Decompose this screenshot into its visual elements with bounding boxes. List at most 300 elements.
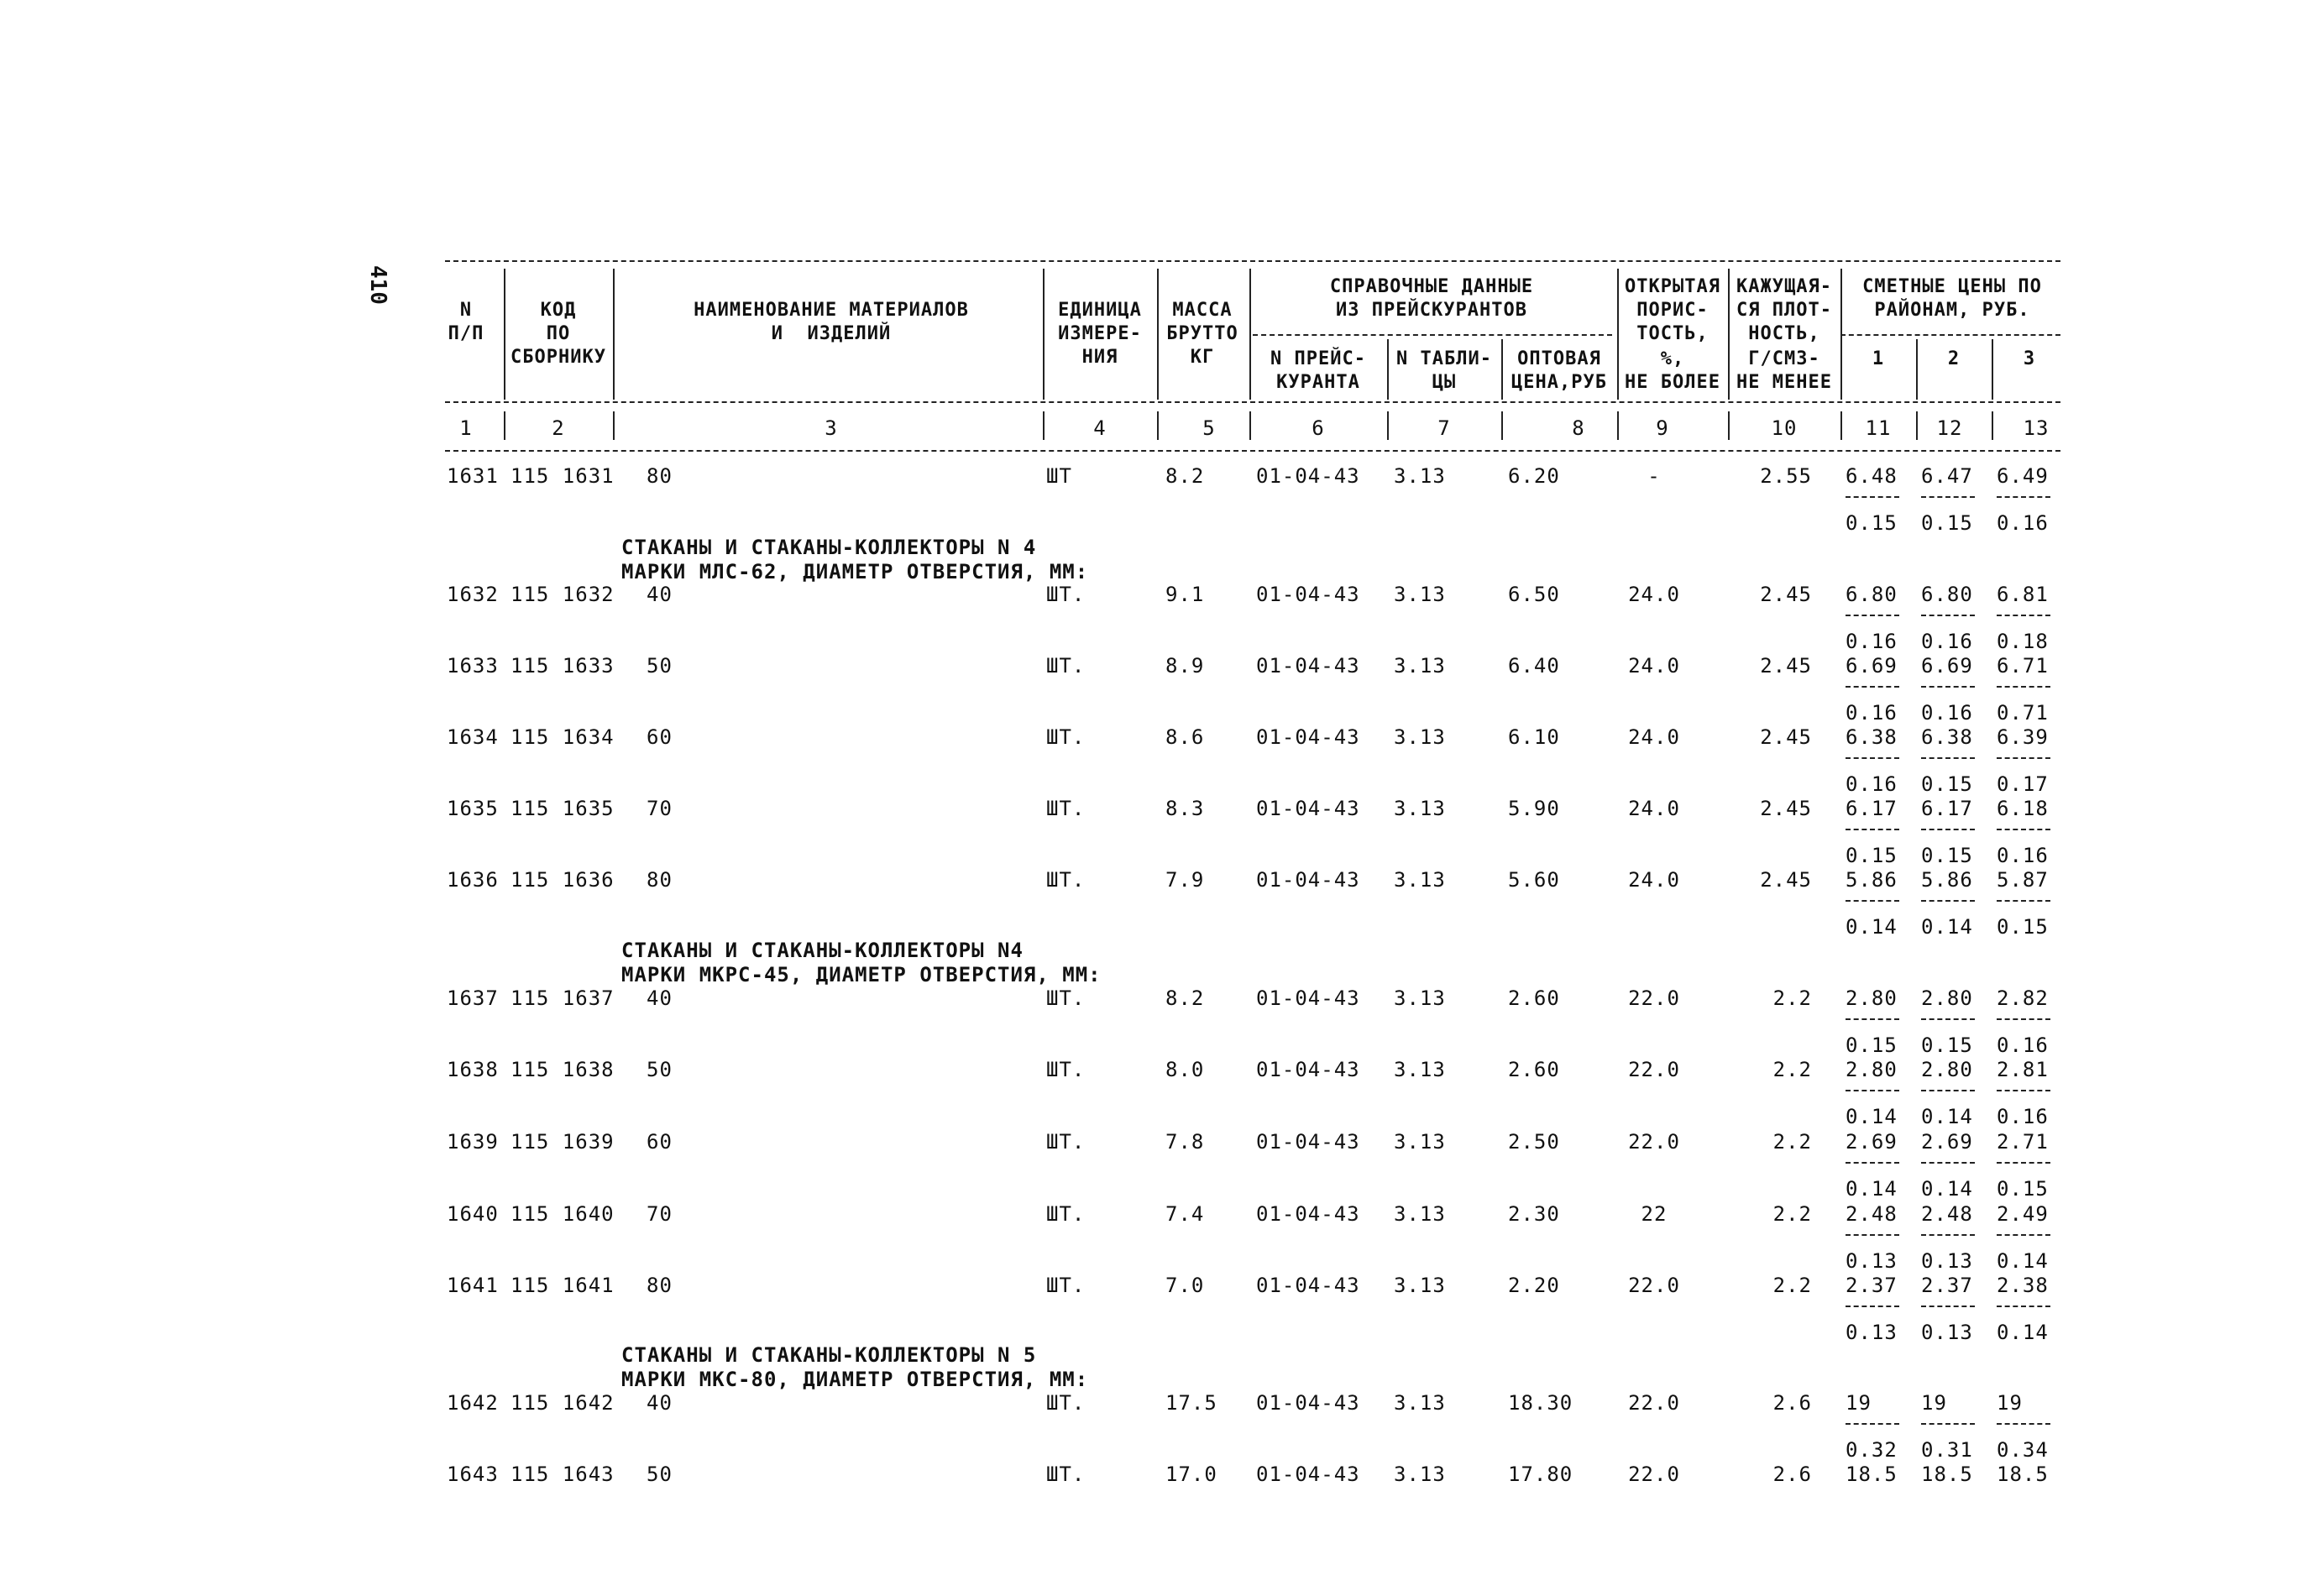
row-transport-cost-region-1: 0.15 — [1846, 511, 1898, 535]
row-porosity: 22 — [1641, 1202, 1668, 1226]
col-num: 10 — [1771, 416, 1798, 440]
row-estimate-price-region-3: 6.18 — [1997, 797, 2049, 820]
col-num: 13 — [2023, 416, 2050, 440]
row-transport-cost-region-3: 0.16 — [1997, 1033, 2049, 1057]
fraction-bar — [1997, 615, 2050, 616]
col-divider — [1249, 269, 1251, 400]
row-mass: 8.3 — [1165, 797, 1205, 820]
hdr-code: КОД — [540, 300, 577, 321]
hdr-code-po: ПО — [546, 323, 571, 344]
row-transport-cost-region-2: 0.14 — [1921, 1177, 1973, 1201]
fraction-bar — [1846, 686, 1899, 688]
row-name: 70 — [647, 797, 673, 820]
row-estimate-price-region-1: 6.17 — [1846, 797, 1898, 820]
row-pricelist: 01-04-43 — [1256, 583, 1360, 606]
row-transport-cost-region-2: 0.15 — [1921, 1033, 1973, 1057]
row-density: 2.45 — [1760, 583, 1812, 606]
num-divider — [504, 411, 505, 440]
row-wholesale-price: 6.40 — [1508, 654, 1560, 678]
col-divider — [1617, 269, 1619, 400]
row-number: 1638 — [447, 1058, 499, 1081]
col-divider — [1728, 269, 1730, 400]
hdr-tab: N ТАБЛИ- — [1396, 348, 1492, 369]
row-density: 2.2 — [1772, 1274, 1812, 1297]
row-estimate-price-region-2: 19 — [1921, 1391, 1947, 1415]
row-table: 3.13 — [1394, 654, 1446, 678]
row-density: 2.45 — [1760, 868, 1812, 892]
row-pricelist: 01-04-43 — [1256, 986, 1360, 1010]
row-name: 80 — [647, 464, 673, 488]
row-wholesale-price: 5.90 — [1508, 797, 1560, 820]
row-transport-cost-region-2: 0.13 — [1921, 1321, 1973, 1344]
row-table: 3.13 — [1394, 1463, 1446, 1486]
row-wholesale-price: 2.50 — [1508, 1130, 1560, 1154]
col-num: 11 — [1865, 416, 1892, 440]
fraction-bar — [1997, 757, 2050, 759]
row-estimate-price-region-2: 2.48 — [1921, 1202, 1973, 1226]
row-table: 3.13 — [1394, 1058, 1446, 1081]
fraction-bar — [1921, 1234, 1975, 1236]
row-number: 1637 — [447, 986, 499, 1010]
page-number: 410 — [365, 265, 390, 305]
row-pricelist: 01-04-43 — [1256, 797, 1360, 820]
col-divider — [504, 269, 505, 400]
row-density: 2.2 — [1772, 1202, 1812, 1226]
row-number: 1641 — [447, 1274, 499, 1297]
fraction-bar — [1846, 1306, 1899, 1307]
hdr-unit-3: НИЯ — [1081, 347, 1118, 368]
row-wholesale-price: 2.20 — [1508, 1274, 1560, 1297]
row-transport-cost-region-3: 0.14 — [1997, 1249, 2049, 1273]
group-caption-line: МАРКИ МКС-80, ДИАМЕТР ОТВЕРСТИЯ, ММ: — [621, 1368, 1089, 1391]
row-unit: ШТ. — [1046, 1463, 1086, 1486]
row-mass: 8.2 — [1165, 464, 1205, 488]
col-num: 4 — [1093, 416, 1107, 440]
row-estimate-price-region-3: 2.49 — [1997, 1202, 2049, 1226]
row-density: 2.45 — [1760, 725, 1812, 749]
fraction-bar — [1921, 900, 1975, 902]
col-num: 6 — [1312, 416, 1325, 440]
num-divider — [1728, 411, 1730, 440]
row-mass: 8.0 — [1165, 1058, 1205, 1081]
fraction-bar — [1846, 1018, 1899, 1020]
hdr-por-5: НЕ БОЛЕЕ — [1625, 372, 1720, 393]
row-density: 2.6 — [1772, 1391, 1812, 1415]
fraction-bar — [1997, 1306, 2050, 1307]
row-unit: ШТ. — [1046, 1058, 1086, 1081]
hdr-unit-2: ИЗМЕРЕ- — [1058, 323, 1142, 344]
row-code: 115 1640 — [510, 1202, 615, 1226]
hdr-price-2: ЦЕНА,РУБ — [1511, 372, 1607, 393]
row-transport-cost-region-1: 0.13 — [1846, 1321, 1898, 1344]
row-estimate-price-region-2: 6.69 — [1921, 654, 1973, 678]
fraction-bar — [1921, 757, 1975, 759]
row-pricelist: 01-04-43 — [1256, 1130, 1360, 1154]
row-transport-cost-region-3: 0.16 — [1997, 844, 2049, 867]
row-estimate-price-region-1: 6.38 — [1846, 725, 1898, 749]
hdr-region-2: 2 — [1947, 348, 1961, 369]
hdr-mass: МАССА — [1172, 300, 1233, 321]
row-estimate-price-region-3: 5.87 — [1997, 868, 2049, 892]
row-transport-cost-region-1: 0.16 — [1846, 701, 1898, 725]
hdr-unit: ЕДИНИЦА — [1058, 300, 1142, 321]
row-mass: 17.5 — [1165, 1391, 1217, 1415]
group-caption-line: СТАКАНЫ И СТАКАНЫ-КОЛЛЕКТОРЫ N 5 — [621, 1343, 1037, 1367]
row-unit: ШТ. — [1046, 583, 1086, 606]
row-mass: 9.1 — [1165, 583, 1205, 606]
fraction-bar — [1846, 1423, 1899, 1425]
row-table: 3.13 — [1394, 868, 1446, 892]
hdr-por-4: %, — [1660, 348, 1685, 369]
row-name: 50 — [647, 1463, 673, 1486]
group-caption — [621, 536, 1088, 584]
row-wholesale-price: 6.10 — [1508, 725, 1560, 749]
row-transport-cost-region-3: 0.14 — [1997, 1321, 2049, 1344]
row-number: 1639 — [447, 1130, 499, 1154]
row-name: 60 — [647, 1130, 673, 1154]
row-porosity: 22.0 — [1628, 1058, 1680, 1081]
hdr-n-pp: П/П — [448, 323, 484, 344]
col-divider — [1916, 339, 1918, 400]
row-name: 40 — [647, 986, 673, 1010]
row-table: 3.13 — [1394, 464, 1446, 488]
row-transport-cost-region-1: 0.13 — [1846, 1249, 1898, 1273]
row-code: 115 1635 — [510, 797, 615, 820]
row-estimate-price-region-1: 18.5 — [1846, 1463, 1898, 1486]
row-estimate-price-region-2: 6.47 — [1921, 464, 1973, 488]
col-num: 9 — [1656, 416, 1669, 440]
row-mass: 17.0 — [1165, 1463, 1217, 1486]
row-estimate-price-region-3: 2.71 — [1997, 1130, 2049, 1154]
col-divider — [1501, 339, 1503, 400]
num-divider — [1387, 411, 1389, 440]
hdr-region-3: 3 — [2023, 348, 2036, 369]
fraction-bar — [1846, 757, 1899, 759]
row-estimate-price-region-3: 6.49 — [1997, 464, 2049, 488]
row-wholesale-price: 17.80 — [1508, 1463, 1573, 1486]
row-transport-cost-region-2: 0.16 — [1921, 630, 1973, 653]
row-name: 40 — [647, 1391, 673, 1415]
row-porosity: 22.0 — [1628, 1463, 1680, 1486]
header-rule — [445, 401, 2060, 403]
group-caption-line: СТАКАНЫ И СТАКАНЫ-КОЛЛЕКТОРЫ N4 — [621, 939, 1024, 962]
row-density: 2.45 — [1760, 797, 1812, 820]
group-caption — [621, 1343, 1088, 1392]
row-number: 1636 — [447, 868, 499, 892]
row-table: 3.13 — [1394, 986, 1446, 1010]
fraction-bar — [1921, 496, 1975, 498]
row-pricelist: 01-04-43 — [1256, 1274, 1360, 1297]
row-wholesale-price: 2.30 — [1508, 1202, 1560, 1226]
row-wholesale-price: 2.60 — [1508, 986, 1560, 1010]
col-num: 5 — [1202, 416, 1216, 440]
row-porosity: 24.0 — [1628, 654, 1680, 678]
row-estimate-price-region-2: 6.80 — [1921, 583, 1973, 606]
row-name: 40 — [647, 583, 673, 606]
row-estimate-price-region-2: 2.37 — [1921, 1274, 1973, 1297]
row-wholesale-price: 2.60 — [1508, 1058, 1560, 1081]
row-transport-cost-region-3: 0.16 — [1997, 1105, 2049, 1128]
row-estimate-price-region-2: 18.5 — [1921, 1463, 1973, 1486]
row-pricelist: 01-04-43 — [1256, 1391, 1360, 1415]
row-code: 115 1638 — [510, 1058, 615, 1081]
row-unit: ШТ. — [1046, 1202, 1086, 1226]
row-number: 1631 — [447, 464, 499, 488]
row-density: 2.2 — [1772, 1130, 1812, 1154]
row-transport-cost-region-3: 0.34 — [1997, 1438, 2049, 1462]
row-estimate-price-region-1: 2.80 — [1846, 1058, 1898, 1081]
row-estimate-price-region-2: 2.80 — [1921, 986, 1973, 1010]
hdr-prices-2: РАЙОНАМ, РУБ. — [1874, 300, 2030, 321]
row-name: 50 — [647, 654, 673, 678]
row-estimate-price-region-1: 2.48 — [1846, 1202, 1898, 1226]
fraction-bar — [1997, 1423, 2050, 1425]
row-mass: 7.9 — [1165, 868, 1205, 892]
fraction-bar — [1921, 615, 1975, 616]
row-pricelist: 01-04-43 — [1256, 654, 1360, 678]
row-code: 115 1636 — [510, 868, 615, 892]
hdr-n: N — [459, 300, 473, 321]
fraction-bar — [1921, 1306, 1975, 1307]
fraction-bar — [1997, 1018, 2050, 1020]
fraction-bar — [1921, 1162, 1975, 1164]
row-code: 115 1631 — [510, 464, 615, 488]
row-mass: 7.0 — [1165, 1274, 1205, 1297]
row-density: 2.6 — [1772, 1463, 1812, 1486]
num-divider — [1617, 411, 1619, 440]
fraction-bar — [1997, 1234, 2050, 1236]
row-transport-cost-region-2: 0.15 — [1921, 844, 1973, 867]
row-number: 1632 — [447, 583, 499, 606]
row-porosity: 22.0 — [1628, 986, 1680, 1010]
row-unit: ШТ. — [1046, 986, 1086, 1010]
hdr-por: ОТКРЫТАЯ — [1625, 276, 1720, 297]
row-table: 3.13 — [1394, 797, 1446, 820]
row-pricelist: 01-04-43 — [1256, 1202, 1360, 1226]
row-estimate-price-region-3: 2.81 — [1997, 1058, 2049, 1081]
row-number: 1642 — [447, 1391, 499, 1415]
row-estimate-price-region-1: 2.69 — [1846, 1130, 1898, 1154]
row-table: 3.13 — [1394, 583, 1446, 606]
col-divider — [1043, 269, 1045, 400]
row-name: 70 — [647, 1202, 673, 1226]
row-estimate-price-region-1: 5.86 — [1846, 868, 1898, 892]
row-transport-cost-region-1: 0.15 — [1846, 1033, 1898, 1057]
row-mass: 7.4 — [1165, 1202, 1205, 1226]
fraction-bar — [1846, 615, 1899, 616]
num-divider — [613, 411, 615, 440]
hdr-dens-4: Г/СМ3- — [1748, 348, 1820, 369]
col-divider — [1840, 269, 1842, 400]
row-wholesale-price: 5.60 — [1508, 868, 1560, 892]
num-divider — [1043, 411, 1045, 440]
row-transport-cost-region-3: 0.15 — [1997, 1177, 2049, 1201]
row-transport-cost-region-3: 0.15 — [1997, 915, 2049, 939]
row-pricelist: 01-04-43 — [1256, 1058, 1360, 1081]
row-transport-cost-region-1: 0.14 — [1846, 915, 1898, 939]
hdr-tab-2: ЦЫ — [1432, 372, 1457, 393]
hdr-pk: N ПРЕЙС- — [1270, 348, 1366, 369]
num-divider — [1249, 411, 1251, 440]
row-mass: 7.8 — [1165, 1130, 1205, 1154]
hdr-dens-5: НЕ МЕНЕЕ — [1736, 372, 1832, 393]
row-code: 115 1641 — [510, 1274, 615, 1297]
row-estimate-price-region-1: 6.69 — [1846, 654, 1898, 678]
col-divider — [613, 269, 615, 400]
hdr-dens-2: СЯ ПЛОТ- — [1736, 300, 1832, 321]
num-divider — [1501, 411, 1503, 440]
col-divider — [1992, 339, 1993, 400]
fraction-bar — [1921, 1018, 1975, 1020]
num-divider — [1916, 411, 1918, 440]
hdr-por-2: ПОРИС- — [1636, 300, 1709, 321]
row-porosity: 24.0 — [1628, 868, 1680, 892]
row-code: 115 1637 — [510, 986, 615, 1010]
row-number: 1635 — [447, 797, 499, 820]
row-transport-cost-region-2: 0.31 — [1921, 1438, 1973, 1462]
row-unit: ШТ. — [1046, 868, 1086, 892]
row-estimate-price-region-1: 2.37 — [1846, 1274, 1898, 1297]
row-density: 2.2 — [1772, 986, 1812, 1010]
row-code: 115 1642 — [510, 1391, 615, 1415]
row-transport-cost-region-1: 0.16 — [1846, 772, 1898, 796]
table-top-rule — [445, 260, 2060, 262]
prices-subheader-rule — [1840, 334, 2060, 336]
fraction-bar — [1846, 1162, 1899, 1164]
row-estimate-price-region-3: 6.71 — [1997, 654, 2049, 678]
row-table: 3.13 — [1394, 1274, 1446, 1297]
row-code: 115 1639 — [510, 1130, 615, 1154]
row-name: 80 — [647, 868, 673, 892]
row-pricelist: 01-04-43 — [1256, 725, 1360, 749]
hdr-ref: СПРАВОЧНЫЕ ДАННЫЕ — [1329, 276, 1534, 297]
row-porosity: 22.0 — [1628, 1274, 1680, 1297]
fraction-bar — [1997, 900, 2050, 902]
row-transport-cost-region-1: 0.14 — [1846, 1177, 1898, 1201]
ref-subheader-rule — [1253, 334, 1612, 336]
col-num: 12 — [1936, 416, 1963, 440]
fraction-bar — [1846, 496, 1899, 498]
hdr-price: ОПТОВАЯ — [1517, 348, 1601, 369]
row-wholesale-price: 18.30 — [1508, 1391, 1573, 1415]
row-transport-cost-region-1: 0.16 — [1846, 630, 1898, 653]
hdr-dens-3: НОСТЬ, — [1748, 323, 1820, 344]
row-density: 2.55 — [1760, 464, 1812, 488]
row-estimate-price-region-3: 6.39 — [1997, 725, 2049, 749]
row-transport-cost-region-2: 0.16 — [1921, 701, 1973, 725]
num-divider — [1157, 411, 1159, 440]
row-name: 80 — [647, 1274, 673, 1297]
row-code: 115 1634 — [510, 725, 615, 749]
row-pricelist: 01-04-43 — [1256, 1463, 1360, 1486]
row-estimate-price-region-1: 6.80 — [1846, 583, 1898, 606]
row-table: 3.13 — [1394, 725, 1446, 749]
col-divider — [1387, 339, 1389, 400]
row-estimate-price-region-1: 19 — [1846, 1391, 1872, 1415]
row-estimate-price-region-3: 2.38 — [1997, 1274, 2049, 1297]
fraction-bar — [1846, 900, 1899, 902]
row-unit: ШТ — [1046, 464, 1072, 488]
row-name: 60 — [647, 725, 673, 749]
row-unit: ШТ. — [1046, 725, 1086, 749]
row-table: 3.13 — [1394, 1391, 1446, 1415]
num-divider — [1992, 411, 1993, 440]
row-estimate-price-region-2: 6.38 — [1921, 725, 1973, 749]
row-code: 115 1643 — [510, 1463, 615, 1486]
row-porosity: - — [1647, 464, 1661, 488]
fraction-bar — [1997, 1090, 2050, 1091]
row-mass: 8.9 — [1165, 654, 1205, 678]
hdr-mass-2: БРУТТО — [1166, 323, 1238, 344]
row-mass: 8.2 — [1165, 986, 1205, 1010]
group-caption-line: МАРКИ МКРС-45, ДИАМЕТР ОТВЕРСТИЯ, ММ: — [621, 963, 1102, 986]
row-estimate-price-region-3: 6.81 — [1997, 583, 2049, 606]
col-divider — [1157, 269, 1159, 400]
row-pricelist: 01-04-43 — [1256, 868, 1360, 892]
row-unit: ШТ. — [1046, 1130, 1086, 1154]
row-table: 3.13 — [1394, 1130, 1446, 1154]
fraction-bar — [1997, 829, 2050, 830]
col-num: 8 — [1572, 416, 1585, 440]
row-transport-cost-region-1: 0.15 — [1846, 844, 1898, 867]
fraction-bar — [1921, 829, 1975, 830]
row-pricelist: 01-04-43 — [1256, 464, 1360, 488]
hdr-name-2: И ИЗДЕЛИЙ — [771, 323, 892, 344]
row-transport-cost-region-3: 0.16 — [1997, 511, 2049, 535]
row-estimate-price-region-3: 19 — [1997, 1391, 2023, 1415]
row-number: 1643 — [447, 1463, 499, 1486]
num-divider — [1840, 411, 1842, 440]
row-porosity: 22.0 — [1628, 1130, 1680, 1154]
col-num: 7 — [1437, 416, 1451, 440]
fraction-bar — [1921, 1090, 1975, 1091]
row-unit: ШТ. — [1046, 654, 1086, 678]
row-code: 115 1633 — [510, 654, 615, 678]
column-number-rule — [445, 450, 2060, 452]
hdr-name: НАИМЕНОВАНИЕ МАТЕРИАЛОВ — [694, 300, 969, 321]
row-table: 3.13 — [1394, 1202, 1446, 1226]
row-transport-cost-region-2: 0.14 — [1921, 1105, 1973, 1128]
row-estimate-price-region-2: 2.69 — [1921, 1130, 1973, 1154]
row-transport-cost-region-1: 0.14 — [1846, 1105, 1898, 1128]
row-porosity: 22.0 — [1628, 1391, 1680, 1415]
row-transport-cost-region-3: 0.71 — [1997, 701, 2049, 725]
row-estimate-price-region-1: 6.48 — [1846, 464, 1898, 488]
fraction-bar — [1997, 496, 2050, 498]
row-transport-cost-region-2: 0.15 — [1921, 511, 1973, 535]
row-name: 50 — [647, 1058, 673, 1081]
fraction-bar — [1921, 1423, 1975, 1425]
col-num: 3 — [825, 416, 838, 440]
row-code: 115 1632 — [510, 583, 615, 606]
row-unit: ШТ. — [1046, 1391, 1086, 1415]
row-wholesale-price: 6.20 — [1508, 464, 1560, 488]
row-estimate-price-region-2: 5.86 — [1921, 868, 1973, 892]
hdr-region-1: 1 — [1872, 348, 1885, 369]
row-estimate-price-region-3: 18.5 — [1997, 1463, 2049, 1486]
row-wholesale-price: 6.50 — [1508, 583, 1560, 606]
row-transport-cost-region-2: 0.14 — [1921, 915, 1973, 939]
row-porosity: 24.0 — [1628, 797, 1680, 820]
row-mass: 8.6 — [1165, 725, 1205, 749]
row-number: 1633 — [447, 654, 499, 678]
row-estimate-price-region-2: 2.80 — [1921, 1058, 1973, 1081]
row-transport-cost-region-3: 0.18 — [1997, 630, 2049, 653]
row-unit: ШТ. — [1046, 1274, 1086, 1297]
row-density: 2.2 — [1772, 1058, 1812, 1081]
hdr-pk-2: КУРАНТА — [1276, 372, 1360, 393]
row-transport-cost-region-3: 0.17 — [1997, 772, 2049, 796]
